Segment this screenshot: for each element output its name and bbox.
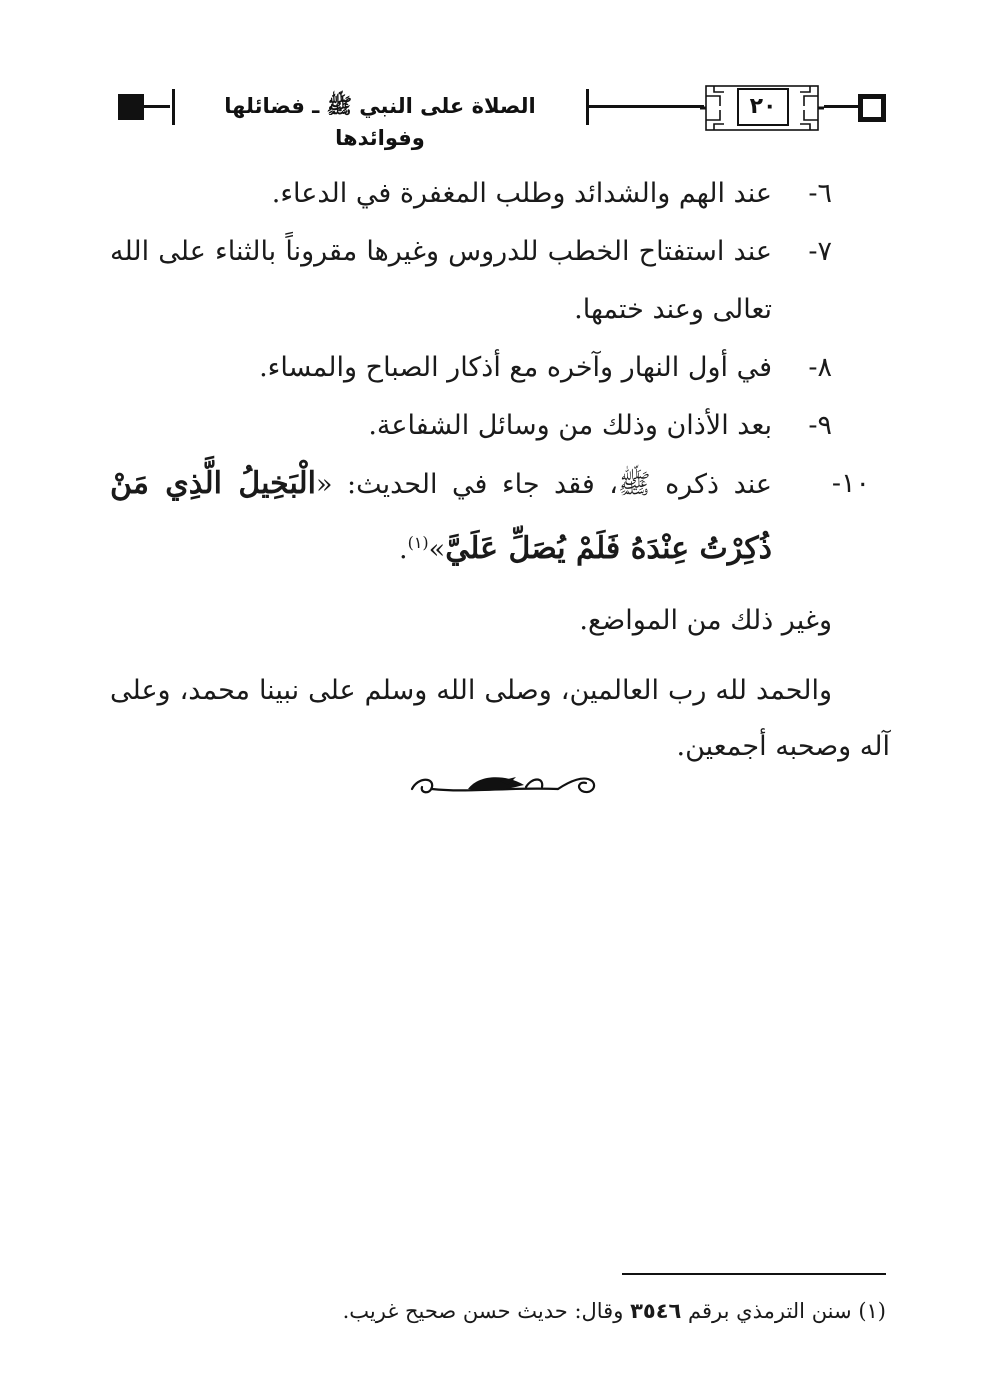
item-text: عند استفتاح الخطب للدروس وغيرها مقروناً بالثناء على الله تعالى وعند ختمها. <box>110 236 772 325</box>
list-item <box>110 397 890 455</box>
hadith-quote: الْبَخِيلُ الَّذِي مَنْ ذُكِرْتُ عِنْدَهُ فَلَمْ يُصَلِّ عَلَيَّ <box>110 466 772 566</box>
item-text: في أول النهار وآخره مع أذكار الصباح والمساء. <box>259 352 772 383</box>
page-number: ٢٠ <box>737 88 789 126</box>
footnote-number: ٣٥٤٦ <box>630 1299 682 1323</box>
item-number: ٨- <box>808 352 832 383</box>
list-item <box>110 223 890 339</box>
item-number: ٦- <box>808 178 832 209</box>
list-item <box>110 339 890 397</box>
header-bar-left <box>172 89 175 125</box>
item-text: عند الهم والشدائد وطلب المغفرة في الدعاء. <box>271 178 772 209</box>
header-title: الصلاة على النبي ﷺ ـ فضائلها وفوائدها <box>224 94 536 150</box>
item-text: بعد الأذان وذلك من وسائل الشفاعة. <box>368 410 772 441</box>
list-item <box>110 455 890 579</box>
footnote-text-after: وقال: حديث حسن صحيح غريب. <box>342 1299 624 1323</box>
item-number: ١٠- <box>831 468 870 499</box>
header-line-middle <box>589 105 704 108</box>
header-line-left <box>140 105 170 108</box>
item-text-intro: عند ذكره ﷺ، فقد جاء في الحديث: « <box>316 469 773 500</box>
footnote-rule <box>622 1273 886 1275</box>
quote-close-mark: » <box>428 534 446 565</box>
list-item <box>110 165 890 223</box>
item-text <box>110 455 772 579</box>
footnote <box>200 1294 886 1328</box>
item-end: . <box>398 534 408 565</box>
ornament-divider <box>408 767 598 801</box>
item-number: ٩- <box>808 410 832 441</box>
header-line-right <box>824 105 860 108</box>
footnote-marker: (١) <box>858 1299 886 1323</box>
main-content <box>110 165 890 775</box>
item-number: ٧- <box>808 236 832 267</box>
closing-paragraph-1: وغير ذلك من المواضع. <box>579 605 832 636</box>
closing-paragraph-2: والحمد لله رب العالمين، وصلى الله وسلم على نبينا محمد، وعلى آله وصحبه أجمعين. <box>110 675 890 762</box>
footnote-ref: (١) <box>407 533 429 552</box>
header-square-right <box>858 94 886 122</box>
footnote-text-before: سنن الترمذي برقم <box>688 1299 852 1323</box>
